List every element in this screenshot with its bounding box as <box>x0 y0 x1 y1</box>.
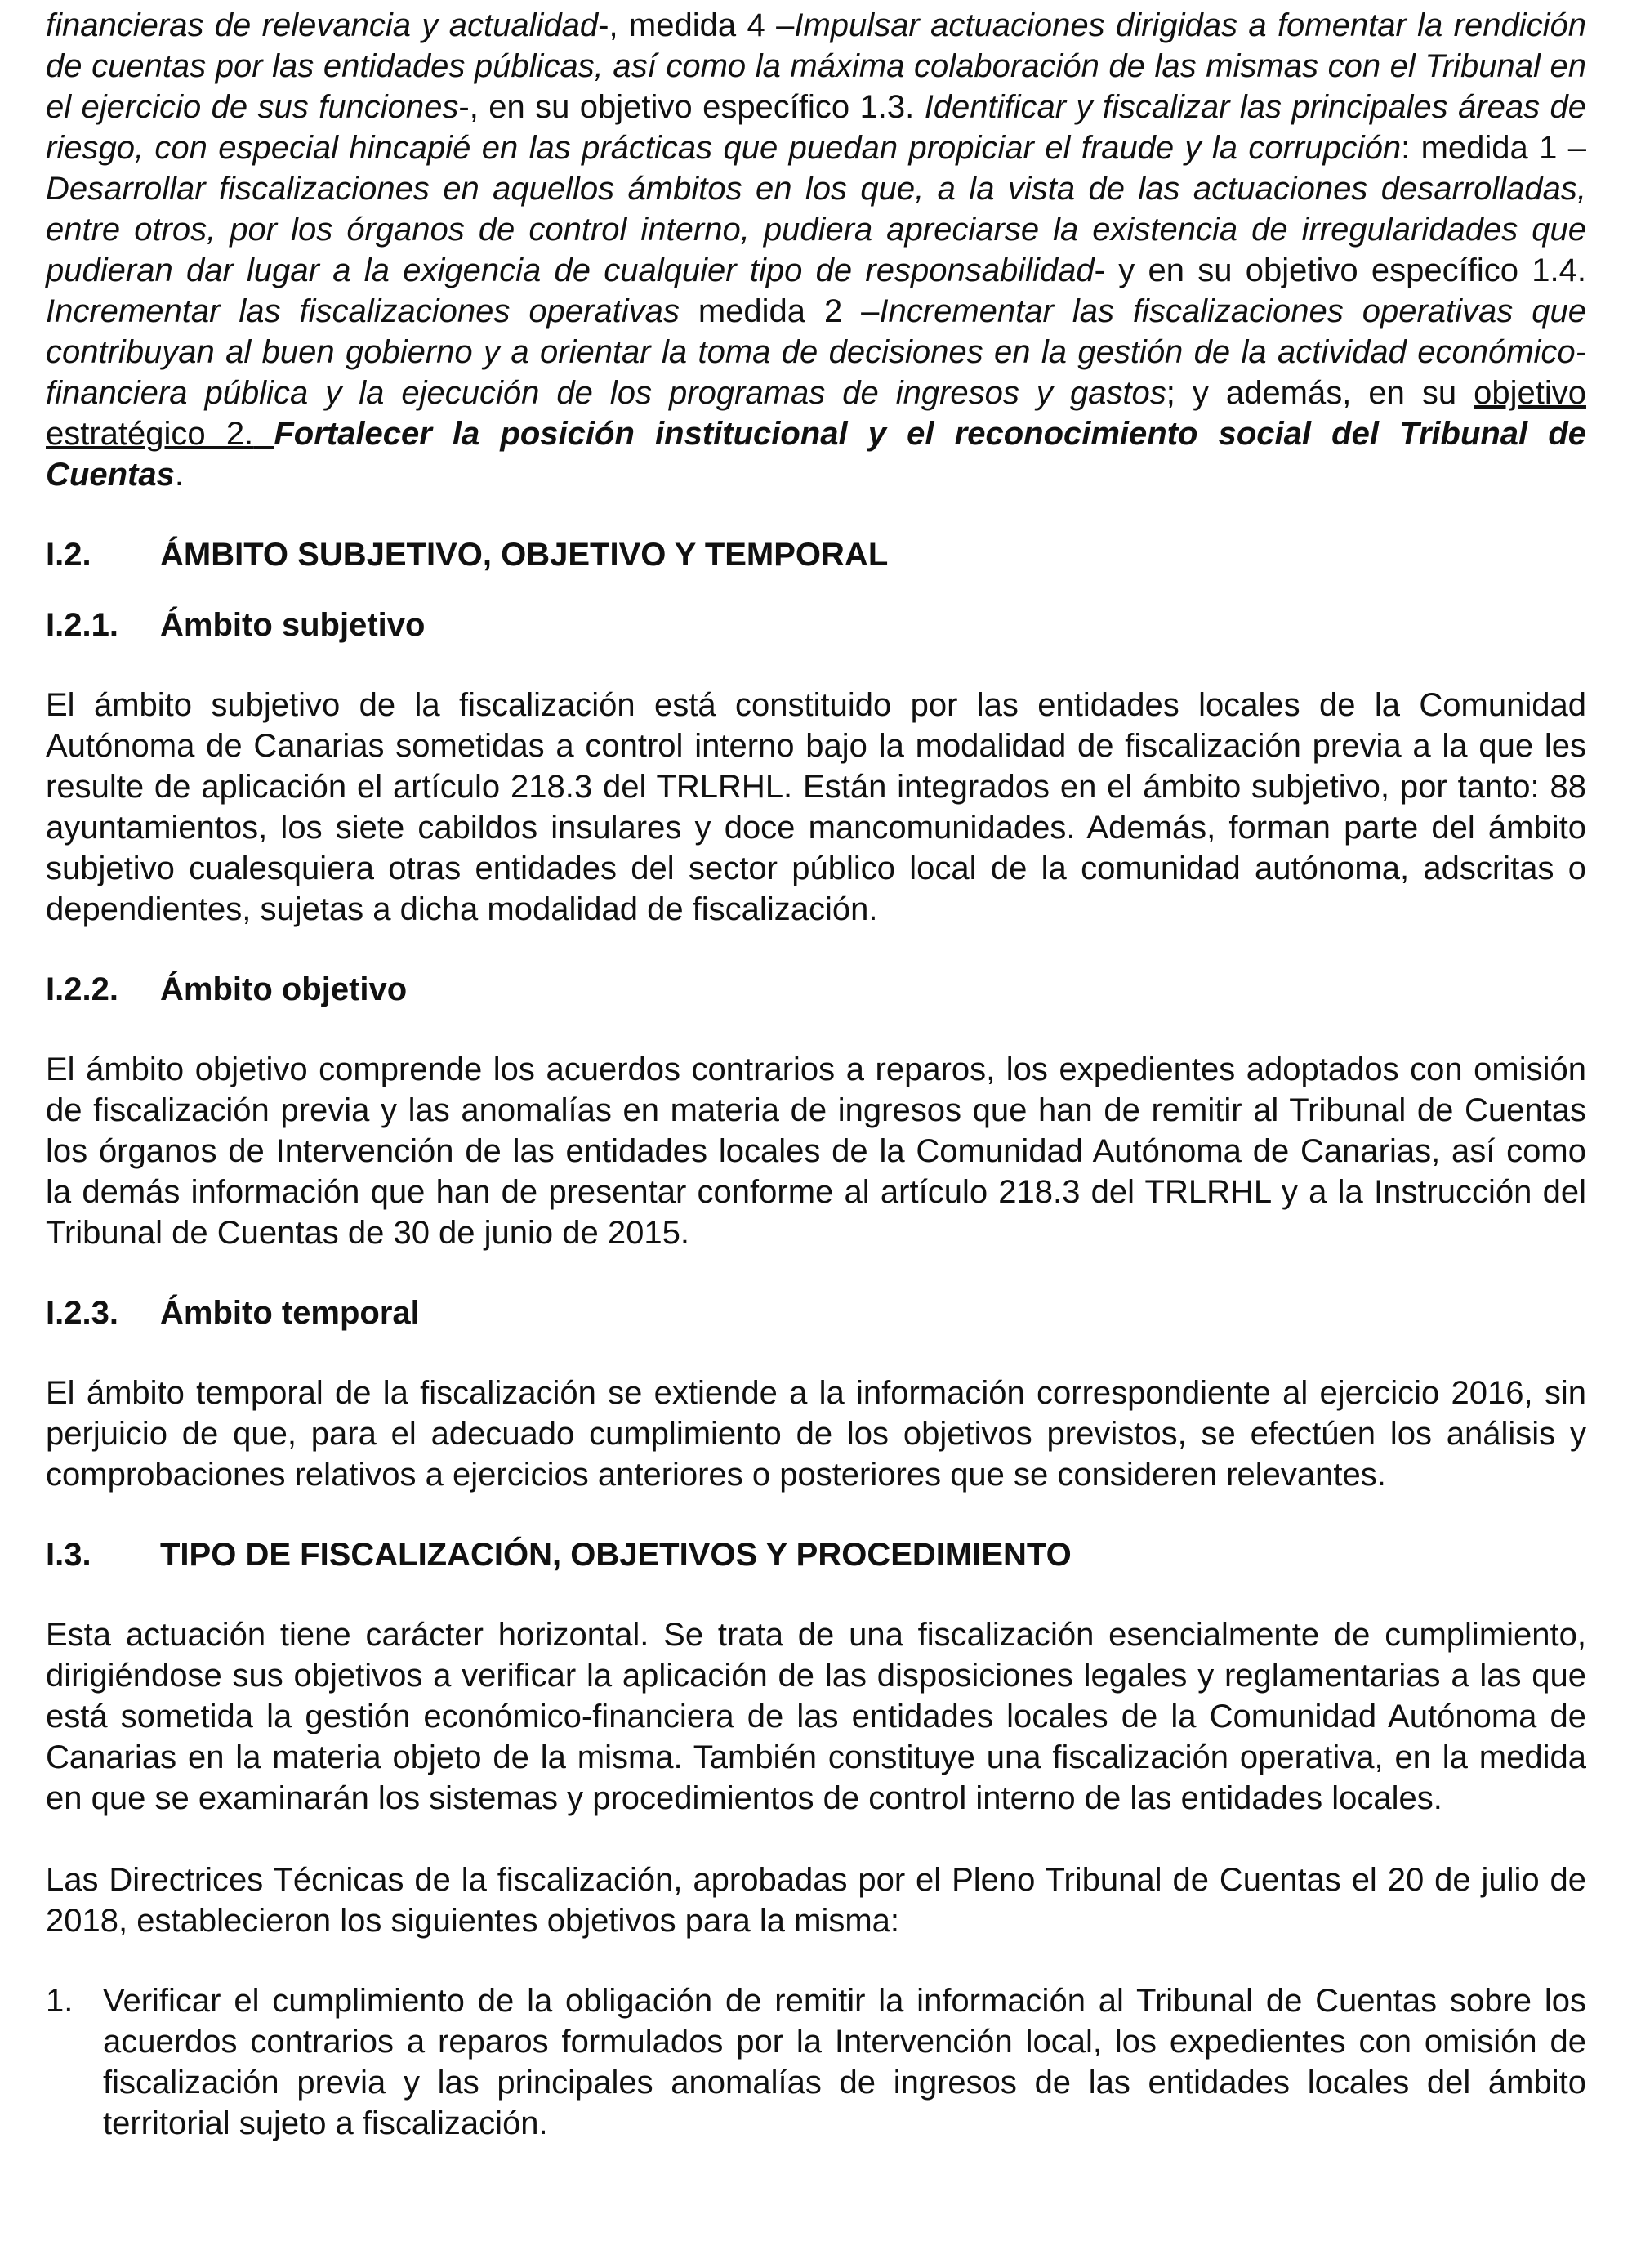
list-item: 1. Verificar el cumplimiento de la obligación de remitir la información al Tribunal de Cuentas sobre los acuerdos contrarios a reparos formulados por la Intervención local, los expedientes con omisión de fiscalización previa y las principales anomalías de ingresos de las entidades locales del ámbito territorial sujeto a fiscalización. <box>46 1983 1586 2141</box>
paragraph-directrices: Las Directrices Técnicas de la fiscalización, aprobadas por el Pleno Tribunal de Cuentas el 20 de julio de 2018, establecieron los siguientes objetivos para la misma: <box>46 1862 1586 1939</box>
section-heading-1-2-1: I.2.1. Ámbito subjetivo <box>46 607 426 643</box>
intro-paragraph: financieras de relevancia y actualidad-, medida 4 –Impulsar actuaciones dirigidas a fomentar la rendición de cuentas por las entidades públicas, así como la máxima colaboración de las mismas con el Tribunal en el ejercicio de sus funciones-, en su objetivo específico 1.3. Identificar y fiscalizar las principales áreas de riesgo, con especial hincapié en las prácticas que puedan propiciar el fraude y la corrupción: medida 1 –Desarrollar fiscalizaciones en aquellos ámbitos en los que, a la vista de las actuaciones desarrolladas, entre otros, por los órganos de control interno, pudiera apreciarse la existencia de irregularidades que pudieran dar lugar a la exigencia de cualquier tipo de responsabilidad- y en su objetivo específico 1.4. Incrementar las fiscalizaciones operativas medida 2 –Incrementar las fiscalizaciones operativas que contribuyan al buen gobierno y a orientar la toma de decisiones en la gestión de la actividad económico-financiera pública y la ejecución de los programas de ingresos y gastos; y además, en su objetivo estratégico 2. Fortalecer la posición institucional y el reconocimiento social del Tribunal de Cuentas. <box>46 7 1587 493</box>
section-heading-1-3: I.3. TIPO DE FISCALIZACIÓN, OBJETIVOS Y PROCEDIMIENTO <box>46 1537 1072 1573</box>
section-heading-1-2: I.2. ÁMBITO SUBJETIVO, OBJETIVO Y TEMPORAL <box>46 537 889 573</box>
objectives-list <box>46 1980 1586 2144</box>
paragraph-ambito-temporal: El ámbito temporal de la fiscalización se extiende a la información correspondiente al ejercicio 2016, sin perjuicio de que, para el adecuado cumplimiento de los objetivos previstos, se efectúen los análisis y comprobaciones relativos a ejercicios anteriores o posteriores que se consideren relevantes. <box>46 1375 1586 1493</box>
paragraph-ambito-subjetivo: El ámbito subjetivo de la fiscalización está constituido por las entidades locales de la Comunidad Autónoma de Canarias sometidas a control interno bajo la modalidad de fiscalización previa a la que les resulte de aplicación el artículo 218.3 del TRLRHL. Están integrados en el ámbito subjetivo, por tanto: 88 ayuntamientos, los siete cabildos insulares y doce mancomunidades. Además, forman parte del ámbito subjetivo cualesquiera otras entidades del sector público local de la comunidad autónoma, adscritas o dependientes, sujetas a dicha modalidad de fiscalización. <box>46 687 1586 927</box>
paragraph-ambito-objetivo: El ámbito objetivo comprende los acuerdos contrarios a reparos, los expedientes adoptados con omisión de fiscalización previa y las anomalías en materia de ingresos que han de remitir al Tribunal de Cuentas los órganos de Intervención de las entidades locales de la Comunidad Autónoma de Canarias, así como la demás información que han de presentar conforme al artículo 218.3 del TRLRHL y a la Instrucción del Tribunal de Cuentas de 30 de junio de 2015. <box>46 1051 1586 1251</box>
strategic-objective-title: Fortalecer la posición institucional y el reconocimiento social del Tribunal de Cuentas <box>46 416 1586 493</box>
section-heading-1-2-3: I.2.3. Ámbito temporal <box>46 1295 420 1331</box>
strategic-objective-ref: objetivo estratégico 2. <box>46 375 1586 452</box>
section-heading-1-2-2: I.2.2. Ámbito objetivo <box>46 971 408 1007</box>
paragraph-tipo-fiscalizacion: Esta actuación tiene carácter horizontal. Se trata de una fiscalización esencialmente de cumplimiento, dirigiéndose sus objetivos a verificar la aplicación de las disposiciones legales y reglamentarias a las que está sometida la gestión económico-financiera de las entidades locales de la Comunidad Autónoma de Canarias en la materia objeto de la misma. También constituye una fiscalización operativa, en la medida en que se examinarán los sistemas y procedimientos de control interno de las entidades locales. <box>46 1617 1586 1816</box>
